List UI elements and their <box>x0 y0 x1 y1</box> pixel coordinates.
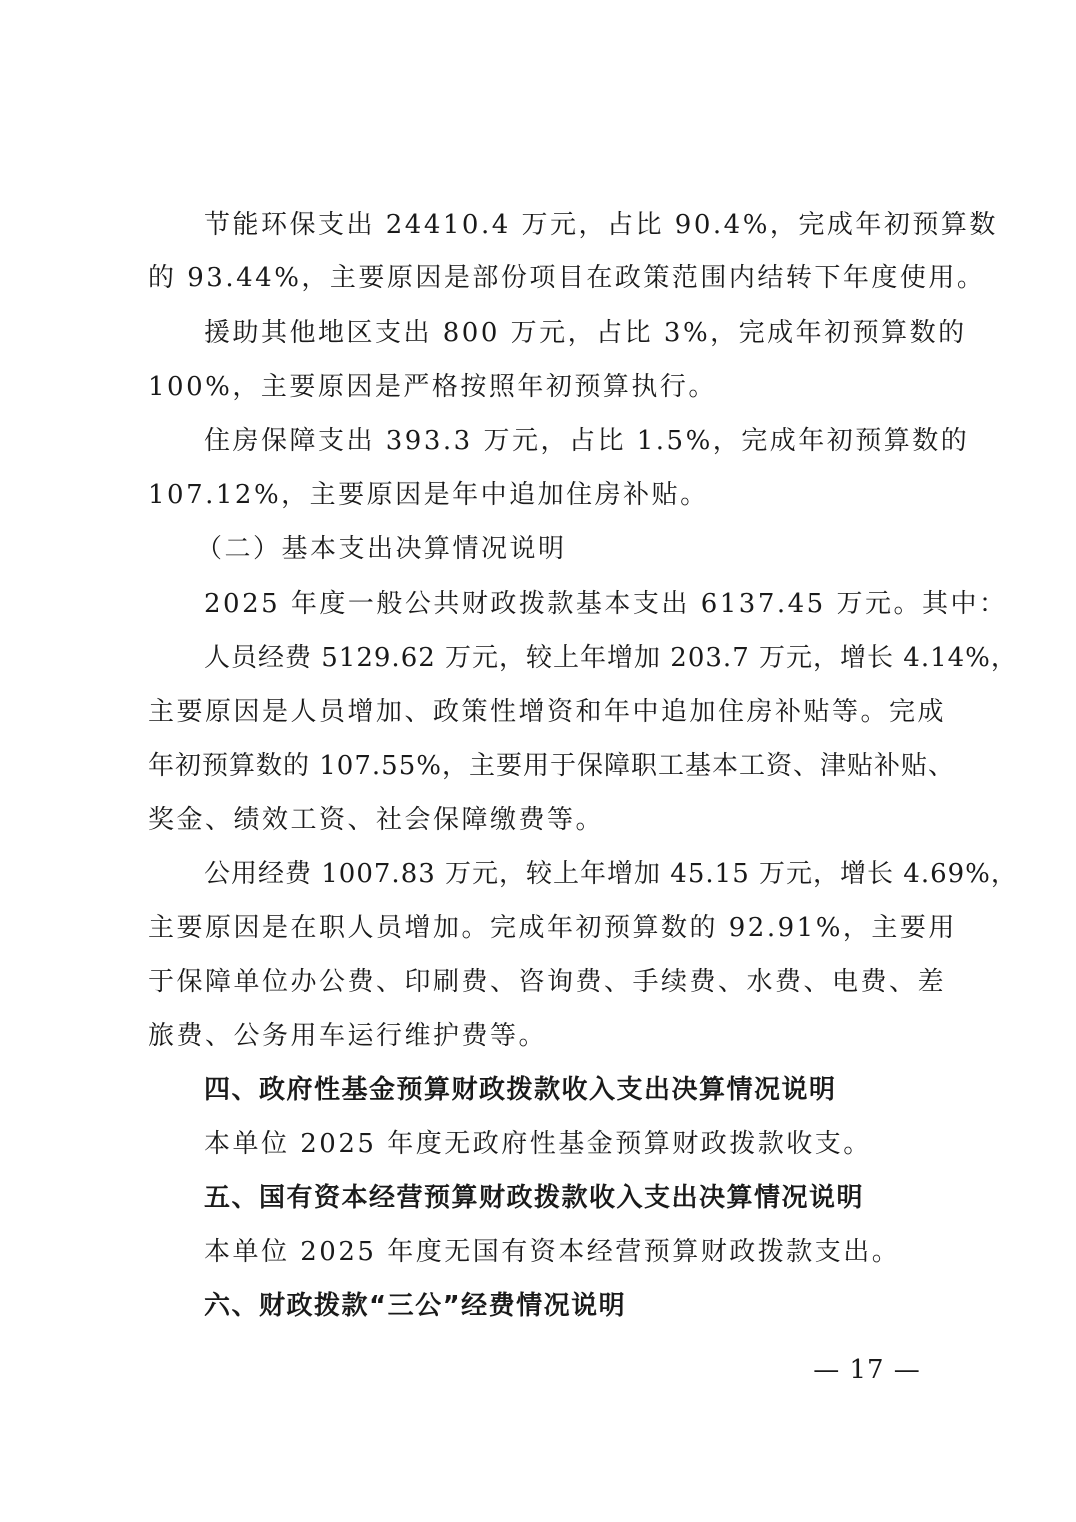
aid-other-regions-paragraph-line-2: 100%，主要原因是严格按照年初预算执行。 <box>148 372 717 402</box>
basic-expense-subheading: （二）基本支出决算情况说明 <box>196 534 567 564</box>
section-6-heading: 六、财政拨款“三公”经费情况说明 <box>204 1291 627 1321</box>
section-5-heading: 五、国有资本经营预算财政拨款收入支出决算情况说明 <box>204 1183 865 1213</box>
section-5-body: 本单位 2025 年度无国有资本经营预算财政拨款支出。 <box>204 1237 901 1267</box>
public-expense-paragraph-line-3: 于保障单位办公费、印刷费、咨询费、手续费、水费、电费、差 <box>148 967 947 997</box>
personnel-paragraph-line-4: 奖金、绩效工资、社会保障缴费等。 <box>148 805 605 835</box>
housing-paragraph-line-1: 住房保障支出 393.3 万元，占比 1.5%，完成年初预算数的 <box>204 426 970 456</box>
personnel-paragraph-line-2: 主要原因是人员增加、政策性增资和年中追加住房补贴等。完成 <box>148 697 947 727</box>
energy-saving-paragraph-line-2: 的 93.44%，主要原因是部份项目在政策范围内结转下年度使用。 <box>148 263 986 293</box>
energy-saving-paragraph-line-1: 节能环保支出 24410.4 万元，占比 90.4%，完成年初预算数 <box>204 210 998 240</box>
section-4-body: 本单位 2025 年度无政府性基金预算财政拨款收支。 <box>204 1129 872 1159</box>
public-expense-paragraph-line-4: 旅费、公务用车运行维护费等。 <box>148 1021 548 1051</box>
aid-other-regions-paragraph-line-1: 援助其他地区支出 800 万元，占比 3%，完成年初预算数的 <box>204 318 967 348</box>
personnel-paragraph-line-1: 人员经费 5129.62 万元，较上年增加 203.7 万元，增长 4.14%， <box>204 643 1018 673</box>
section-4-heading: 四、政府性基金预算财政拨款收入支出决算情况说明 <box>204 1075 837 1105</box>
page-number: — 17 — <box>813 1355 921 1385</box>
public-expense-paragraph-line-2: 主要原因是在职人员增加。完成年初预算数的 92.91%，主要用 <box>148 913 957 943</box>
personnel-paragraph-line-3: 年初预算数的 107.55%，主要用于保障职工基本工资、津贴补贴、 <box>148 751 955 781</box>
public-expense-paragraph-line-1: 公用经费 1007.83 万元，较上年增加 45.15 万元，增长 4.69%， <box>204 859 1018 889</box>
housing-paragraph-line-2: 107.12%，主要原因是年中追加住房补贴。 <box>148 480 709 510</box>
basic-expense-total: 2025 年度一般公共财政拨款基本支出 6137.45 万元。其中： <box>204 589 1008 619</box>
